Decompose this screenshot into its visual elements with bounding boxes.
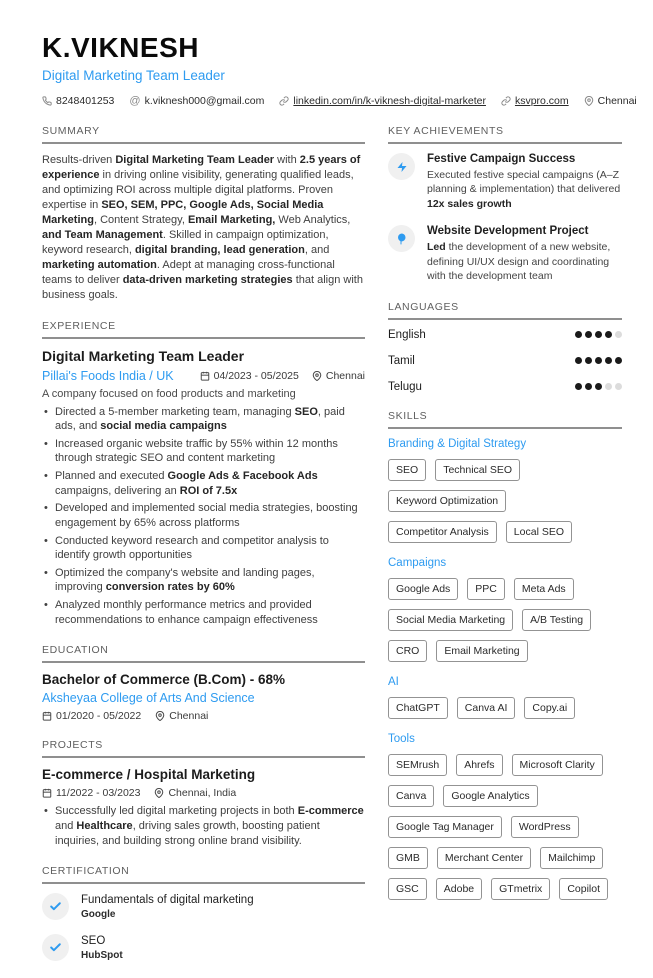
skill-tag: Canva xyxy=(388,785,434,807)
company-name: Pillai's Foods India / UK xyxy=(42,368,174,383)
proficiency-dots xyxy=(575,357,622,364)
certification-item xyxy=(42,893,365,920)
job-headline: Digital Marketing Team Leader xyxy=(42,68,225,83)
languages-section xyxy=(388,301,622,393)
language-name: English xyxy=(388,328,426,341)
check-icon xyxy=(42,893,69,920)
skill-tags xyxy=(388,754,622,900)
achievement-description: Executed festive special campaigns (A–Z planning & implementation) that delivered 12x sales growth xyxy=(427,169,621,210)
certification-title: Fundamentals of digital marketing xyxy=(81,894,254,907)
skill-tag: WordPress xyxy=(511,816,579,838)
location-pin-icon xyxy=(154,788,164,798)
education-dates: 01/2020 - 05/2022 xyxy=(42,710,141,722)
skill-tag: Keyword Optimization xyxy=(388,490,506,512)
section-heading-skills: SKILLS xyxy=(388,410,622,429)
calendar-icon xyxy=(200,371,210,381)
skills-section xyxy=(388,410,622,900)
contact-row xyxy=(42,94,637,107)
skill-tag: A/B Testing xyxy=(522,609,591,631)
phone-contact xyxy=(42,95,114,107)
skill-tag: CRO xyxy=(388,640,427,662)
skill-group-label: Tools xyxy=(388,732,415,745)
skill-group-label: Campaigns xyxy=(388,556,447,569)
location-pin-icon xyxy=(584,96,594,106)
skill-tag: Canva AI xyxy=(457,697,516,719)
skill-tags xyxy=(388,697,622,719)
skill-tag: Google Analytics xyxy=(443,785,537,807)
section-heading-summary: SUMMARY xyxy=(42,125,365,144)
location-text: Chennai xyxy=(597,95,637,107)
experience-bullet: • Optimized the company's website and landing pages, improving conversion rates by 60% xyxy=(42,566,365,595)
language-row xyxy=(388,329,622,341)
job-title: Digital Marketing Team Leader xyxy=(42,347,245,364)
calendar-icon xyxy=(42,788,52,798)
skill-tag: Social Media Marketing xyxy=(388,609,513,631)
project-bullet: • Successfully led digital marketing projects in both E-commerce and Healthcare, driving sales growth, boosting patient inquiries, and building strong online brand visibility. xyxy=(42,804,365,848)
skill-tag: Local SEO xyxy=(506,521,572,543)
skill-tag: PPC xyxy=(467,578,505,600)
skill-group-label: AI xyxy=(388,675,399,688)
certification-issuer: HubSpot xyxy=(81,950,123,962)
project-location: Chennai, India xyxy=(154,787,236,799)
skill-tags xyxy=(388,459,622,543)
skill-group-label: Branding & Digital Strategy xyxy=(388,437,527,450)
section-heading-experience: EXPERIENCE xyxy=(42,320,365,339)
location-pin-icon xyxy=(312,371,322,381)
achievement-item xyxy=(388,225,622,283)
linkedin-link[interactable] xyxy=(279,95,486,107)
summary-section xyxy=(42,125,365,303)
school-name: Aksheyaa College of Arts And Science xyxy=(42,691,255,706)
experience-bullet: • Increased organic website traffic by 55% within 12 months through strategic SEO and content marketing xyxy=(42,437,365,466)
at-icon: @ xyxy=(129,94,141,107)
degree: Bachelor of Commerce (B.Com) - 68% xyxy=(42,672,286,688)
skill-tags xyxy=(388,578,622,662)
proficiency-dots xyxy=(575,331,622,338)
skill-tag: Email Marketing xyxy=(436,640,527,662)
email-contact xyxy=(129,95,264,107)
education-location: Chennai xyxy=(155,710,208,722)
certification-section xyxy=(42,865,365,961)
certification-title: SEO xyxy=(81,935,106,948)
location-contact xyxy=(584,95,637,107)
left-column xyxy=(42,125,365,978)
skill-tag: SEMrush xyxy=(388,754,447,776)
email-address: k.viknesh000@gmail.com xyxy=(144,95,265,107)
company-description: A company focused on food products and marketing xyxy=(42,387,296,400)
certification-issuer: Google xyxy=(81,909,116,921)
experience-bullet: • Planned and executed Google Ads & Facebook Ads campaigns, delivering an ROI of 7.5x xyxy=(42,469,365,498)
language-row xyxy=(388,355,622,367)
skill-tag: Copilot xyxy=(559,878,608,900)
skill-tag: Ahrefs xyxy=(456,754,502,776)
achievement-description: Led the development of a new website, defining UI/UX design and coordinating with the development team xyxy=(427,241,611,283)
website-link[interactable] xyxy=(501,95,569,107)
section-heading-education: EDUCATION xyxy=(42,644,365,663)
language-name: Telugu xyxy=(388,380,422,393)
link-icon xyxy=(279,96,289,106)
experience-bullets xyxy=(42,405,365,628)
achievement-item xyxy=(388,153,622,211)
skill-tag: Meta Ads xyxy=(514,578,574,600)
location-pin-icon xyxy=(155,711,165,721)
section-heading-projects: PROJECTS xyxy=(42,739,365,758)
job-location: Chennai xyxy=(312,370,365,382)
experience-bullet: • Analyzed monthly performance metrics and provided recommendations to enhance campaign effectiveness xyxy=(42,598,365,627)
skill-tag: Google Tag Manager xyxy=(388,816,502,838)
skill-tag: ChatGPT xyxy=(388,697,448,719)
section-heading-certification: CERTIFICATION xyxy=(42,865,365,884)
linkedin-url: linkedin.com/in/k-viknesh-digital-marketer xyxy=(293,95,486,107)
link-icon xyxy=(501,96,511,106)
calendar-icon xyxy=(42,711,52,721)
achievement-title: Festive Campaign Success xyxy=(427,153,576,165)
skill-tag: Adobe xyxy=(436,878,482,900)
skill-tag: Microsoft Clarity xyxy=(512,754,603,776)
language-name: Tamil xyxy=(388,354,415,367)
skill-tag: GMB xyxy=(388,847,428,869)
skill-tag: GSC xyxy=(388,878,427,900)
right-column xyxy=(388,125,622,978)
bolt-icon xyxy=(388,153,415,180)
header xyxy=(42,32,637,107)
proficiency-dots xyxy=(575,383,622,390)
experience-section xyxy=(42,320,365,628)
skill-tag: Copy.ai xyxy=(524,697,575,719)
experience-bullet: • Conducted keyword research and competitor analysis to identify growth opportunities xyxy=(42,534,365,563)
website-url: ksvpro.com xyxy=(514,95,569,107)
skill-tag: Technical SEO xyxy=(435,459,520,481)
certification-item xyxy=(42,934,365,961)
check-icon xyxy=(42,934,69,961)
project-dates: 11/2022 - 03/2023 xyxy=(42,787,140,799)
summary-text: Results-driven Digital Marketing Team Leader with 2.5 years of experience in driving online visibility, generating qualified leads, and optimizing ROI across multiple digital platforms. Proven expertise in SEO, SEM, PPC, Google Ads, Social Media Marketing, Content Strategy, Email Marketing, Web Analytics, and Team Management. Skilled in campaign optimization, keyword research, digital branding, lead generation, and marketing automation. Adept at managing cross-functional teams to deliver data-driven marketing strategies that align with business goals. xyxy=(42,154,363,301)
pin-icon xyxy=(388,225,415,252)
education-section xyxy=(42,644,365,722)
skill-tag: Google Ads xyxy=(388,578,458,600)
experience-bullet: • Directed a 5-member marketing team, managing SEO, paid ads, and social media campaigns xyxy=(42,405,365,434)
skill-tag: Mailchimp xyxy=(540,847,603,869)
skill-tag: SEO xyxy=(388,459,426,481)
projects-section xyxy=(42,739,365,848)
project-title: E-commerce / Hospital Marketing xyxy=(42,767,256,783)
achievement-title: Website Development Project xyxy=(427,225,589,238)
phone-number: 8248401253 xyxy=(56,95,115,107)
section-heading-languages: LANGUAGES xyxy=(388,301,622,320)
phone-icon xyxy=(42,96,52,106)
achievements-section xyxy=(388,125,622,284)
skill-tag: GTmetrix xyxy=(491,878,550,900)
language-row xyxy=(388,381,622,393)
skill-tag: Merchant Center xyxy=(437,847,531,869)
experience-bullet: • Developed and implemented social media strategies, boosting engagement by 65% across platforms xyxy=(42,501,365,530)
skill-tag: Competitor Analysis xyxy=(388,521,497,543)
job-dates: 04/2023 - 05/2025 xyxy=(200,370,299,382)
candidate-name: K.VIKNESH xyxy=(42,32,199,63)
section-heading-achievements: KEY ACHIEVEMENTS xyxy=(388,125,622,144)
